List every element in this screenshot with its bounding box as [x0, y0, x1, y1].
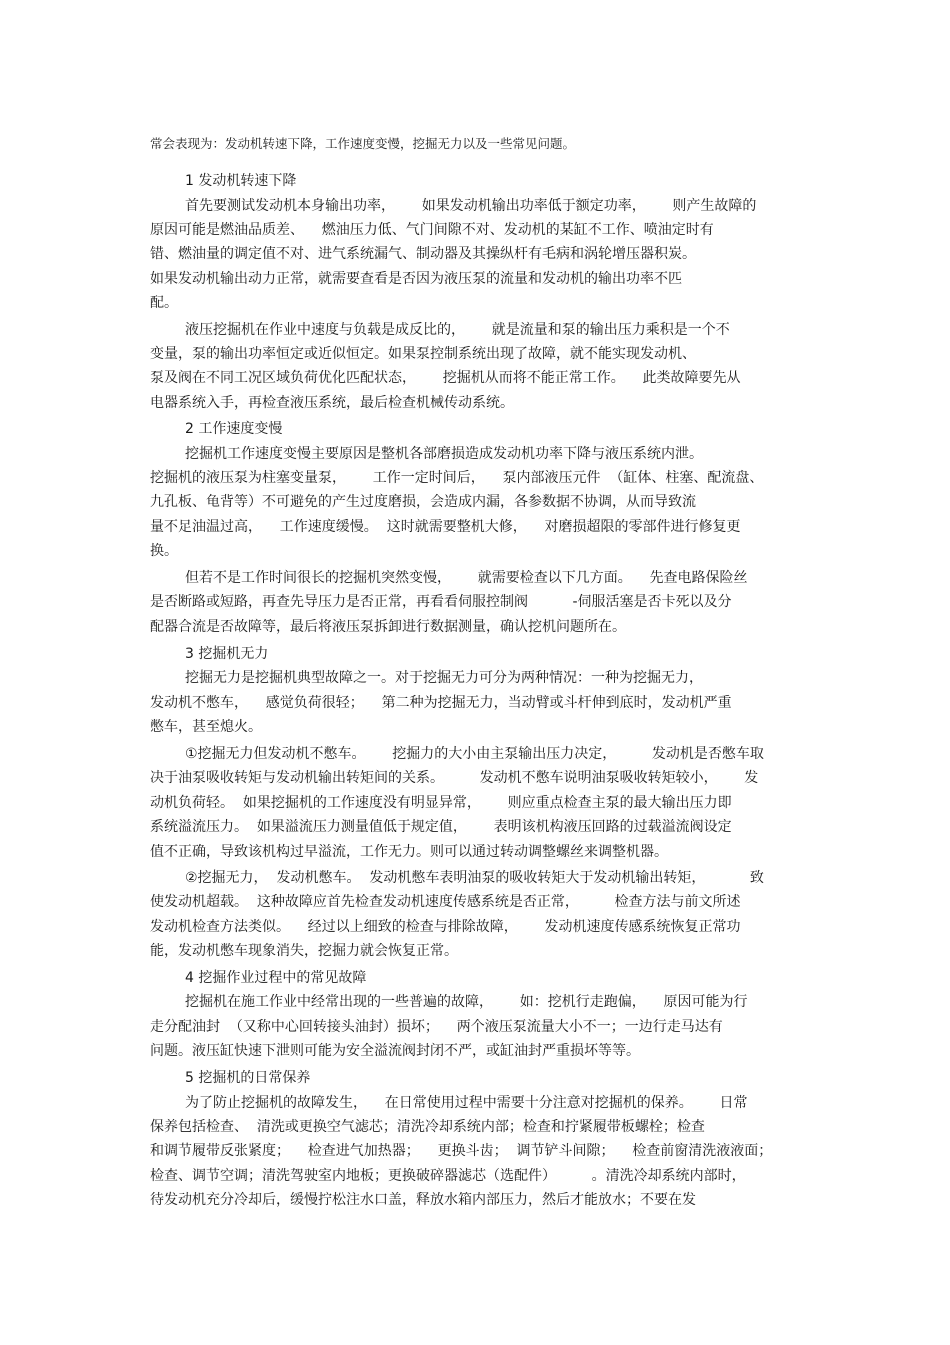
paragraph-line: 是否断路或短路，再查先导压力是否正常，再看看伺服控制阀 -伺服活塞是否卡死以及分 [150, 594, 732, 610]
paragraph-line: ①挖掘无力但发动机不憋车。 挖掘力的大小由主泵输出压力决定， 发动机是否憋车取 [185, 746, 764, 762]
paragraph-line: 错、燃油量的调定值不对、进气系统漏气、制动器及其操纵杆有毛病和涡轮增压器积炭。 [150, 246, 696, 262]
paragraph-line: 待发动机充分冷却后，缓慢拧松注水口盖，释放水箱内部压力，然后才能放水；不要在发 [150, 1192, 696, 1208]
paragraph-line: 挖掘机的液压泵为柱塞变量泵， 工作一定时间后， 泵内部液压元件 （缸体、柱塞、配流盘、 [150, 470, 764, 486]
paragraph-line: ②挖掘无力， 发动机憋车。 发动机憋车表明油泵的吸收转矩大于发动机输出转矩， 致 [185, 870, 764, 886]
intro-line: 常会表现为：发动机转速下降，工作速度变慢，挖掘无力以及一些常见问题。 [150, 136, 576, 151]
paragraph-line: 检查、调节空调；清洗驾驶室内地板；更换破碎器滤芯（选配件） 。清洗冷却系统内部时， [150, 1168, 746, 1184]
paragraph-line: 值不正确，导致该机构过早溢流，工作无力。则可以通过转动调整螺丝来调整机器。 [150, 844, 668, 860]
section-heading-1: 1 发动机转速下降 [185, 173, 297, 189]
paragraph-line: 憋车，甚至熄火。 [150, 719, 262, 735]
section-heading-4: 4 挖掘作业过程中的常见故障 [185, 970, 367, 986]
paragraph-line: 原因可能是燃油品质差、 燃油压力低、气门间隙不对、发动机的某缸不工作、喷油定时有 [150, 222, 714, 238]
section-heading-3: 3 挖掘机无力 [185, 646, 269, 662]
paragraph-line: 走分配油封 （又称中心回转接头油封）损坏； 两个液压泵流量大小不一；一边行走马达有 [150, 1019, 723, 1035]
paragraph-line: 挖掘机工作速度变慢主要原因是整机各部磨损造成发动机功率下降与液压系统内泄。 [185, 446, 703, 462]
paragraph-line: 决于油泵吸收转矩与发动机输出转矩间的关系。 发动机不憋车说明油泵吸收转矩较小， 发 [150, 770, 759, 786]
paragraph-line: 和调节履带反张紧度； 检查进气加热器； 更换斗齿； 调节铲斗间隙； 检查前窗清洗液液面； [150, 1143, 773, 1159]
paragraph-line: 挖掘机在施工作业中经常出现的一些普遍的故障， 如：挖机行走跑偏， 原因可能为行 [185, 994, 748, 1010]
paragraph-line: 动机负荷轻。 如果挖掘机的工作速度没有明显异常， 则应重点检查主泵的最大输出压力即 [150, 795, 732, 811]
paragraph-line: 首先要测试发动机本身输出功率， 如果发动机输出功率低于额定功率， 则产生故障的 [185, 198, 757, 214]
section-heading-5: 5 挖掘机的日常保养 [185, 1070, 311, 1086]
paragraph-line: 发动机不憋车， 感觉负荷很轻； 第二种为挖掘无力，当动臂或斗杆伸到底时，发动机严重 [150, 695, 732, 711]
paragraph-line: 电器系统入手，再检查液压系统，最后检查机械传动系统。 [150, 395, 514, 411]
paragraph-line: 量不足油温过高， 工作速度缓慢。 这时就需要整机大修， 对磨损超限的零部件进行修复更 [150, 519, 741, 535]
paragraph-line: 系统溢流压力。 如果溢流压力测量值低于规定值， 表明该机构液压回路的过载溢流阀设定 [150, 819, 732, 835]
paragraph-line: 发动机检查方法类似。 经过以上细致的检查与排除故障， 发动机速度传感系统恢复正常功 [150, 919, 741, 935]
paragraph-line: 挖掘无力是挖掘机典型故障之一。对于挖掘无力可分为两种情况：一种为挖掘无力， [185, 670, 703, 686]
paragraph-line: 能，发动机憋车现象消失，挖掘力就会恢复正常。 [150, 943, 458, 959]
paragraph-line: 变量，泵的输出功率恒定或近似恒定。如果泵控制系统出现了故障，就不能实现发动机、 [150, 346, 696, 362]
paragraph-line: 液压挖掘机在作业中速度与负载是成反比的， 就是流量和泵的输出压力乘积是一个不 [185, 322, 730, 338]
paragraph-line: 配。 [150, 295, 178, 311]
paragraph-line: 保养包括检查、 清洗或更换空气滤芯；清洗冷却系统内部；检查和拧紧履带板螺栓；检查 [150, 1119, 705, 1135]
paragraph-line: 为了防止挖掘机的故障发生， 在日常使用过程中需要十分注意对挖掘机的保养。 日常 [185, 1095, 748, 1111]
paragraph-line: 九孔板、龟背等）不可避免的产生过度磨损，会造成内漏，各参数据不协调，从而导致流 [150, 494, 696, 510]
section-heading-2: 2 工作速度变慢 [185, 421, 283, 437]
paragraph-line: 但若不是工作时间很长的挖掘机突然变慢， 就需要检查以下几方面。 先查电路保险丝 [185, 570, 748, 586]
paragraph-line: 配器合流是否故障等，最后将液压泵拆卸进行数据测量，确认挖机问题所在。 [150, 619, 626, 635]
paragraph-line: 如果发动机输出动力正常，就需要查看是否因为液压泵的流量和发动机的输出功率不匹 [150, 271, 682, 287]
paragraph-line: 使发动机超载。 这种故障应首先检查发动机速度传感系统是否正常， 检查方法与前文所述 [150, 894, 741, 910]
paragraph-line: 问题。液压缸快速下泄则可能为安全溢流阀封闭不严，或缸油封严重损坏等等。 [150, 1043, 640, 1059]
paragraph-line: 泵及阀在不同工况区域负荷优化匹配状态， 挖掘机从而将不能正常工作。 此类故障要先从 [150, 370, 741, 386]
paragraph-line: 换。 [150, 543, 178, 559]
